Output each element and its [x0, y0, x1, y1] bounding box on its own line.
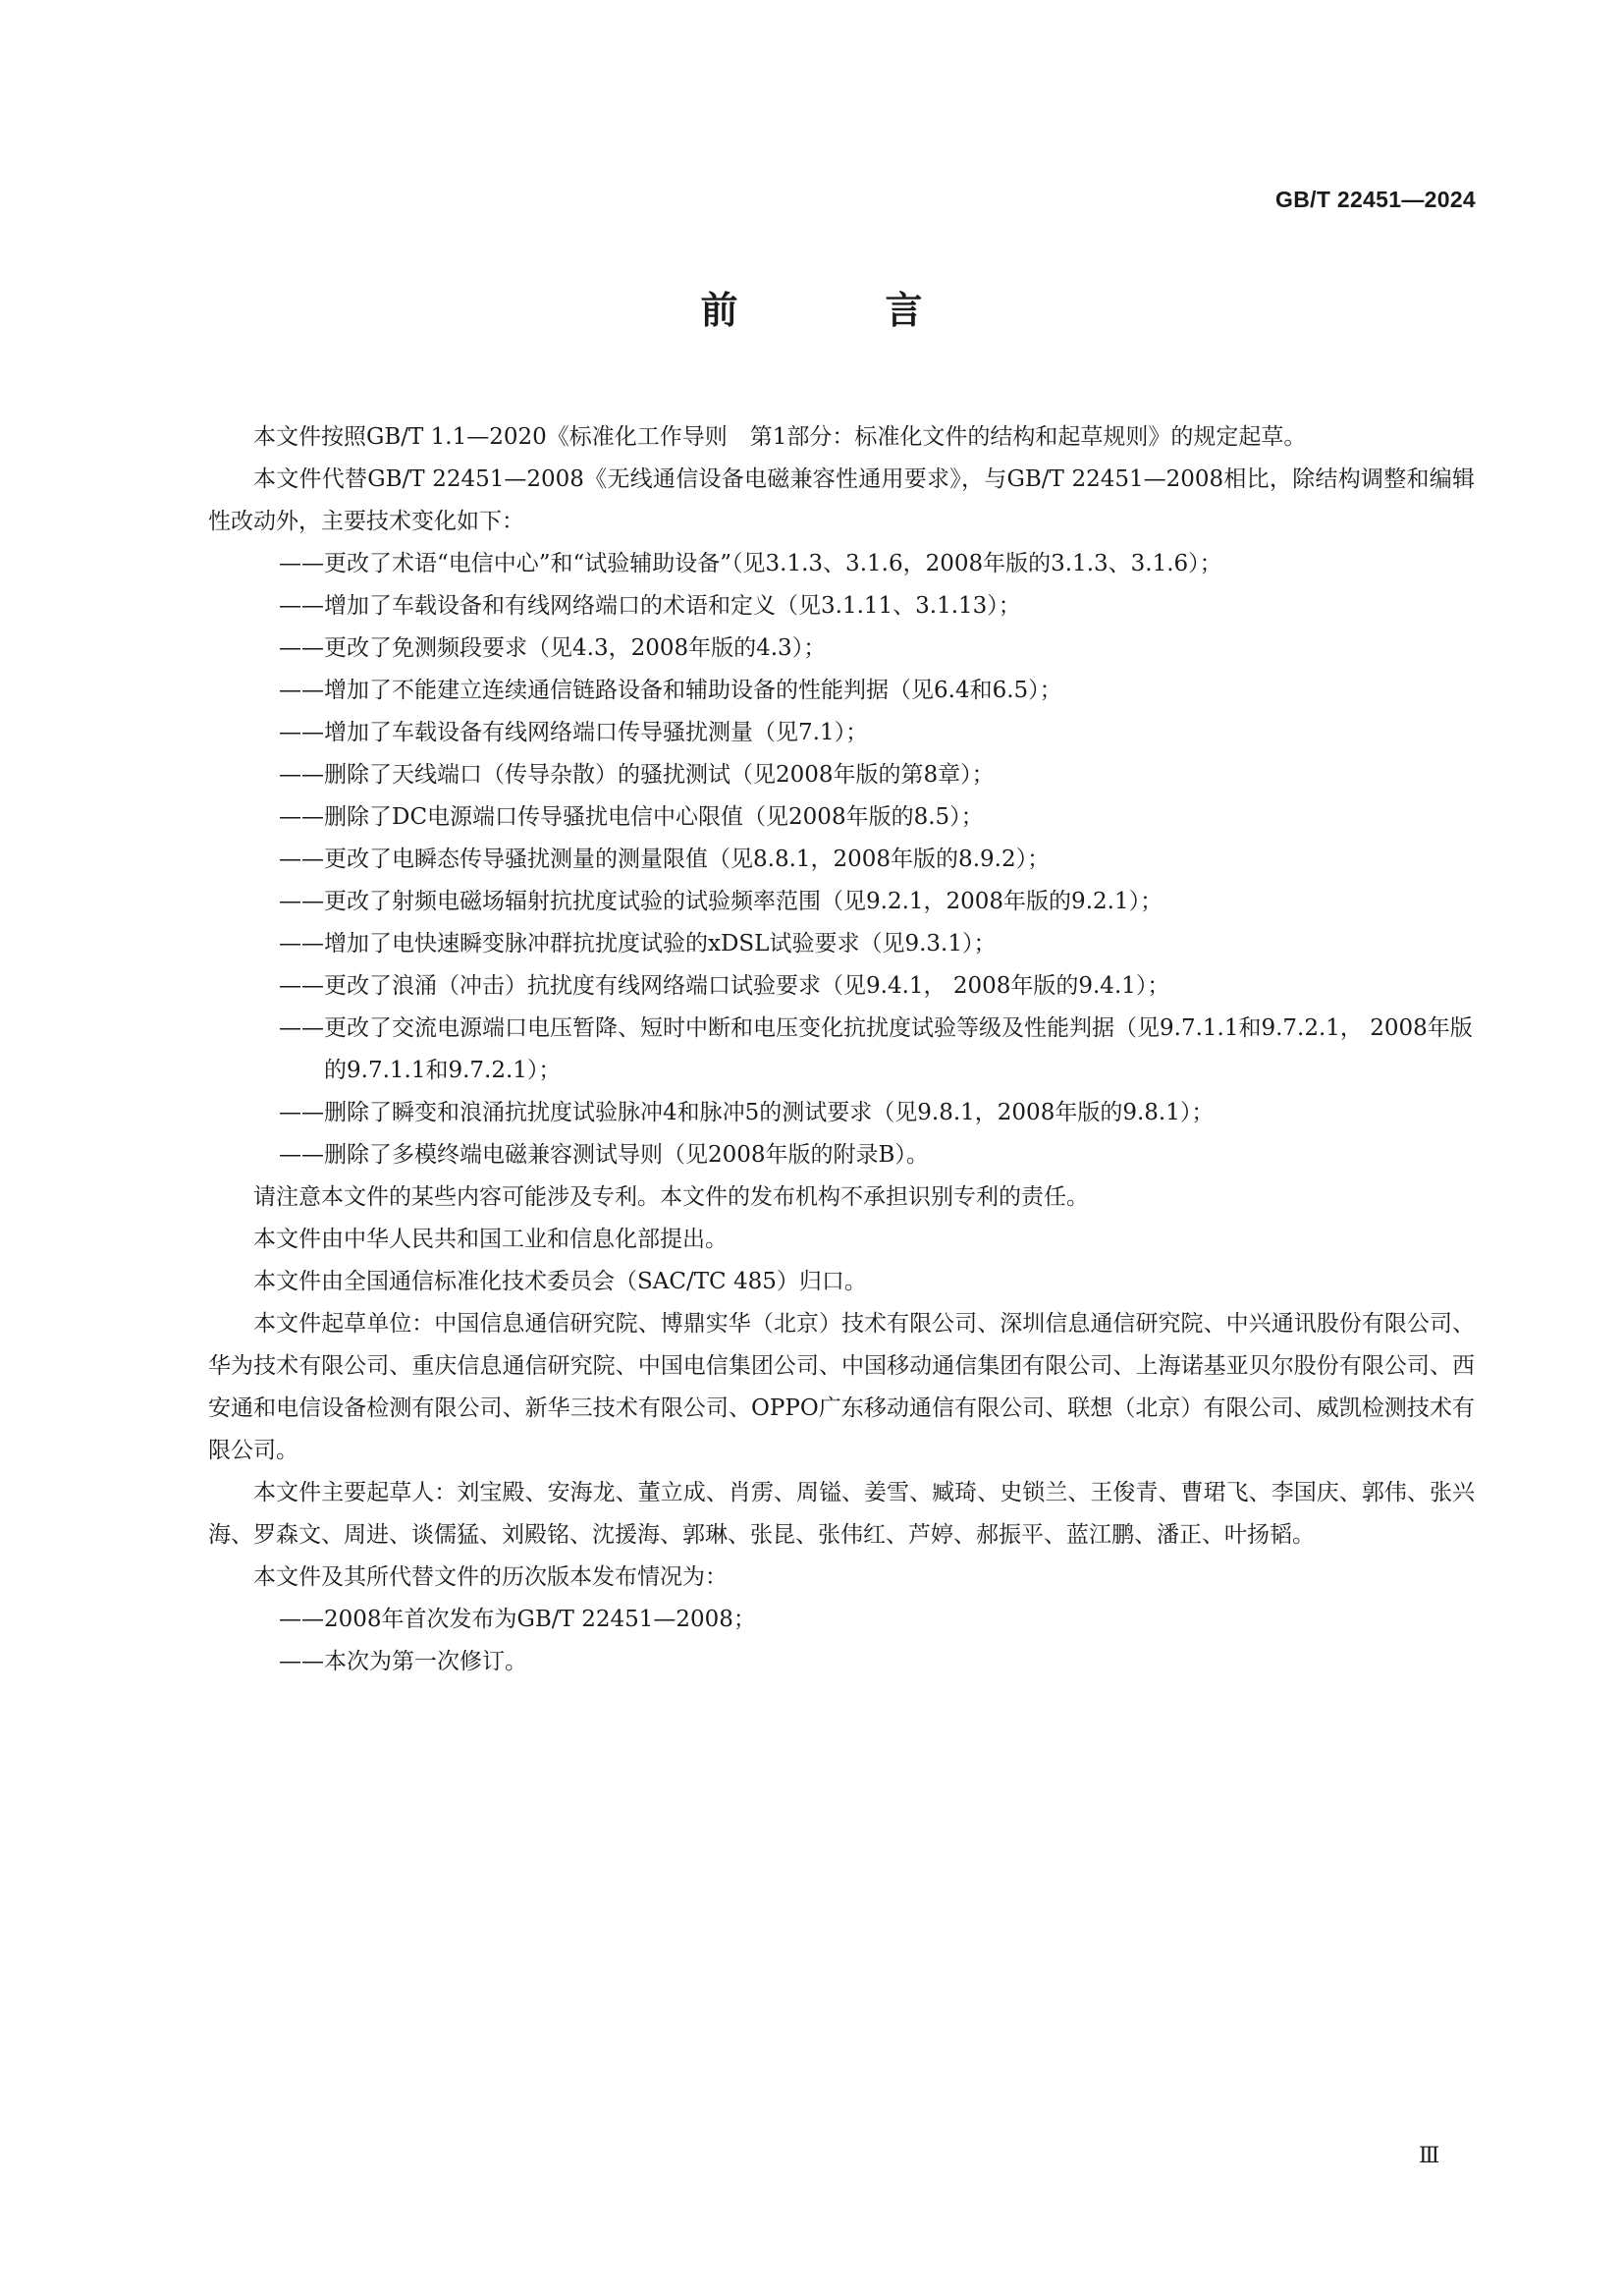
paragraph-drafting-units: 本文件起草单位：中国信息通信研究院、博鼎实华（北京）技术有限公司、深圳信息通信研究院、中兴通讯股份有限公司、华为技术有限公司、重庆信息通信研究院、中国电信集团公司、中国移动通信集团有限公司、上海诺基亚贝尔股份有限公司、西安通和电信设备检测有限公司、新华三技术有限公司、OPPO广东移动通信有限公司、联想（北京）有限公司、威凯检测技术有限公司。 [208, 1311, 1475, 1463]
list-item: ——删除了DC电源端口传导骚扰电信中心限值（见2008年版的8.5）； [279, 804, 984, 830]
page-title: 前 言 [700, 289, 978, 332]
list-item: ——更改了交流电源端口电压暂降、短时中断和电压变化抗扰度试验等级及性能判据（见9.7.1.1和9.7.2.1， 2008年版的9.7.1.1和9.7.2.1）； [279, 1015, 1473, 1083]
history-list [208, 1599, 1475, 1683]
list-item: ——删除了天线端口（传导杂散）的骚扰测试（见2008年版的第8章）； [279, 762, 995, 788]
paragraph-proposer: 本文件由中华人民共和国工业和信息化部提出。 [253, 1227, 728, 1252]
paragraph-replacement: 本文件代替GB/T 22451—2008《无线通信设备电磁兼容性通用要求》，与GB/T 22451—2008相比，除结构调整和编辑性改动外，主要技术变化如下： [208, 466, 1475, 534]
standard-code: GB/T 22451—2024 [1275, 187, 1476, 212]
list-item: ——更改了浪涌（冲击）抗扰度有线网络端口试验要求（见9.4.1， 2008年版的9.4.1）； [279, 973, 1170, 999]
list-item: ——更改了射频电磁场辐射抗扰度试验的试验频率范围（见9.2.1，2008年版的9.2.1）； [279, 889, 1163, 914]
page-number: Ⅲ [1419, 2144, 1440, 2168]
list-item: ——增加了车载设备有线网络端口传导骚扰测量（见7.1）； [279, 720, 869, 745]
changes-list [208, 543, 1475, 1176]
list-item: ——更改了术语“电信中心”和“试验辅助设备”（见3.1.3、3.1.6，2008年版的3.1.3、3.1.6）； [279, 551, 1222, 576]
list-item: ——删除了多模终端电磁兼容测试导则（见2008年版的附录B）。 [279, 1142, 929, 1168]
list-item: ——增加了车载设备和有线网络端口的术语和定义（见3.1.11、3.1.13）； [279, 593, 1021, 619]
paragraph-drafters: 本文件主要起草人：刘宝殿、安海龙、董立成、肖雳、周镒、姜雪、臧琦、史锁兰、王俊青、曹珺飞、李国庆、郭伟、张兴海、罗森文、周进、谈儒猛、刘殿铭、沈援海、郭琳、张昆、张伟红、芦婷、郝振平、蓝江鹏、潘正、叶扬韬。 [208, 1480, 1475, 1548]
list-item: ——本次为第一次修订。 [279, 1649, 527, 1674]
list-item: ——删除了瞬变和浪涌抗扰度试验脉冲4和脉冲5的测试要求（见9.8.1，2008年版的9.8.1）； [279, 1100, 1215, 1125]
list-item: ——2008年首次发布为GB/T 22451—2008； [279, 1607, 756, 1632]
paragraph-history-intro: 本文件及其所代替文件的历次版本发布情况为： [253, 1564, 728, 1590]
list-item: ——更改了免测频段要求（见4.3，2008年版的4.3）； [279, 635, 827, 661]
list-item: ——更改了电瞬态传导骚扰测量的测量限值（见8.8.1，2008年版的8.9.2）； [279, 847, 1051, 872]
foreword-body [208, 416, 1475, 1683]
list-item: ——增加了不能建立连续通信链路设备和辅助设备的性能判据（见6.4和6.5）； [279, 678, 1062, 703]
paragraph-committee: 本文件由全国通信标准化技术委员会（SAC/TC 485）归口。 [253, 1269, 867, 1294]
paragraph-patent-notice: 请注意本文件的某些内容可能涉及专利。本文件的发布机构不承担识别专利的责任。 [253, 1184, 1089, 1210]
paragraph-drafting-rules: 本文件按照GB/T 1.1—2020《标准化工作导则 第1部分：标准化文件的结构和起草规则》的规定起草。 [253, 424, 1307, 450]
list-item: ——增加了电快速瞬变脉冲群抗扰度试验的xDSL试验要求（见9.3.1）； [279, 931, 997, 957]
